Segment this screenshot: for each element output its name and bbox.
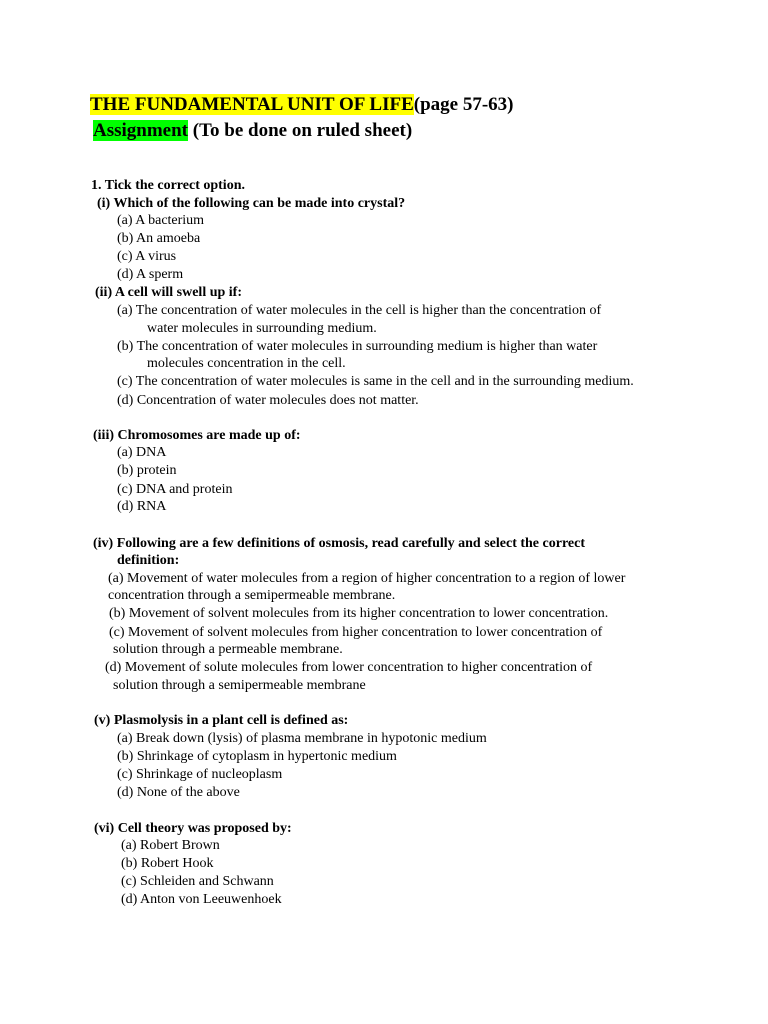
title-highlight: THE FUNDAMENTAL UNIT OF LIFE bbox=[90, 94, 414, 115]
q1-option-a: (a) A bacterium bbox=[117, 213, 205, 228]
q6-option-d: (d) Anton von Leeuwenhoek bbox=[121, 892, 282, 907]
q5-option-b: (b) Shrinkage of cytoplasm in hypertonic medium bbox=[117, 749, 397, 764]
question-6: (vi) Cell theory was proposed by: bbox=[94, 821, 292, 836]
q6-option-a: (a) Robert Brown bbox=[121, 838, 220, 853]
question-3: (iii) Chromosomes are made up of: bbox=[93, 428, 301, 443]
q5-option-a: (a) Break down (lysis) of plasma membrane in hypotonic medium bbox=[117, 731, 487, 746]
q5-option-c: (c) Shrinkage of nucleoplasm bbox=[117, 767, 283, 782]
q4-option-c-line2: solution through a permeable membrane. bbox=[113, 642, 343, 657]
q1-option-c: (c) A virus bbox=[117, 249, 177, 264]
q2-option-b-line1: (b) The concentration of water molecules in surrounding medium is higher than water bbox=[117, 339, 598, 354]
q2-option-b-line2: molecules concentration in the cell. bbox=[147, 356, 346, 371]
q4-option-c-line1: (c) Movement of solvent molecules from higher concentration to lower concentration of bbox=[109, 625, 603, 640]
q3-option-b: (b) protein bbox=[117, 463, 177, 478]
assignment-note: (To be done on ruled sheet) bbox=[188, 120, 413, 141]
q3-option-d: (d) RNA bbox=[117, 499, 167, 514]
q4-option-a-line1: (a) Movement of water molecules from a region of higher concentration to a region of lower bbox=[108, 571, 626, 586]
q1-option-b: (b) An amoeba bbox=[117, 231, 201, 246]
q5-option-d: (d) None of the above bbox=[117, 785, 240, 800]
q2-option-a-line1: (a) The concentration of water molecules in the cell is higher than the concentration of bbox=[117, 303, 602, 318]
q2-option-c: (c) The concentration of water molecules is same in the cell and in the surrounding medium. bbox=[117, 374, 634, 389]
q4-option-b: (b) Movement of solvent molecules from its higher concentration to lower concentration. bbox=[109, 606, 609, 621]
question-1: (i) Which of the following can be made into crystal? bbox=[97, 196, 406, 211]
q3-option-c: (c) DNA and protein bbox=[117, 482, 233, 497]
q1-option-d: (d) A sperm bbox=[117, 267, 184, 282]
question-5: (v) Plasmolysis in a plant cell is defined as: bbox=[94, 713, 349, 728]
q4-option-d-line2: solution through a semipermeable membrane bbox=[113, 678, 366, 693]
title-pages: (page 57-63) bbox=[413, 94, 514, 115]
question-4-line1: (iv) Following are a few definitions of osmosis, read carefully and select the correct bbox=[93, 536, 585, 551]
document-title bbox=[90, 93, 513, 117]
q4-option-d-line1: (d) Movement of solute molecules from lower concentration to higher concentration of bbox=[105, 660, 593, 675]
assignment-highlight: Assignment bbox=[93, 120, 189, 141]
q2-option-d: (d) Concentration of water molecules does not matter. bbox=[117, 393, 419, 408]
question-2: (ii) A cell will swell up if: bbox=[95, 285, 242, 300]
assignment-line bbox=[93, 119, 412, 143]
q6-option-c: (c) Schleiden and Schwann bbox=[121, 874, 274, 889]
question-4-line2: definition: bbox=[117, 553, 180, 568]
q4-option-a-line2: concentration through a semipermeable membrane. bbox=[108, 588, 396, 603]
q2-option-a-line2: water molecules in surrounding medium. bbox=[147, 321, 377, 336]
section-heading: 1. Tick the correct option. bbox=[91, 178, 245, 193]
q6-option-b: (b) Robert Hook bbox=[121, 856, 214, 871]
q3-option-a: (a) DNA bbox=[117, 445, 167, 460]
